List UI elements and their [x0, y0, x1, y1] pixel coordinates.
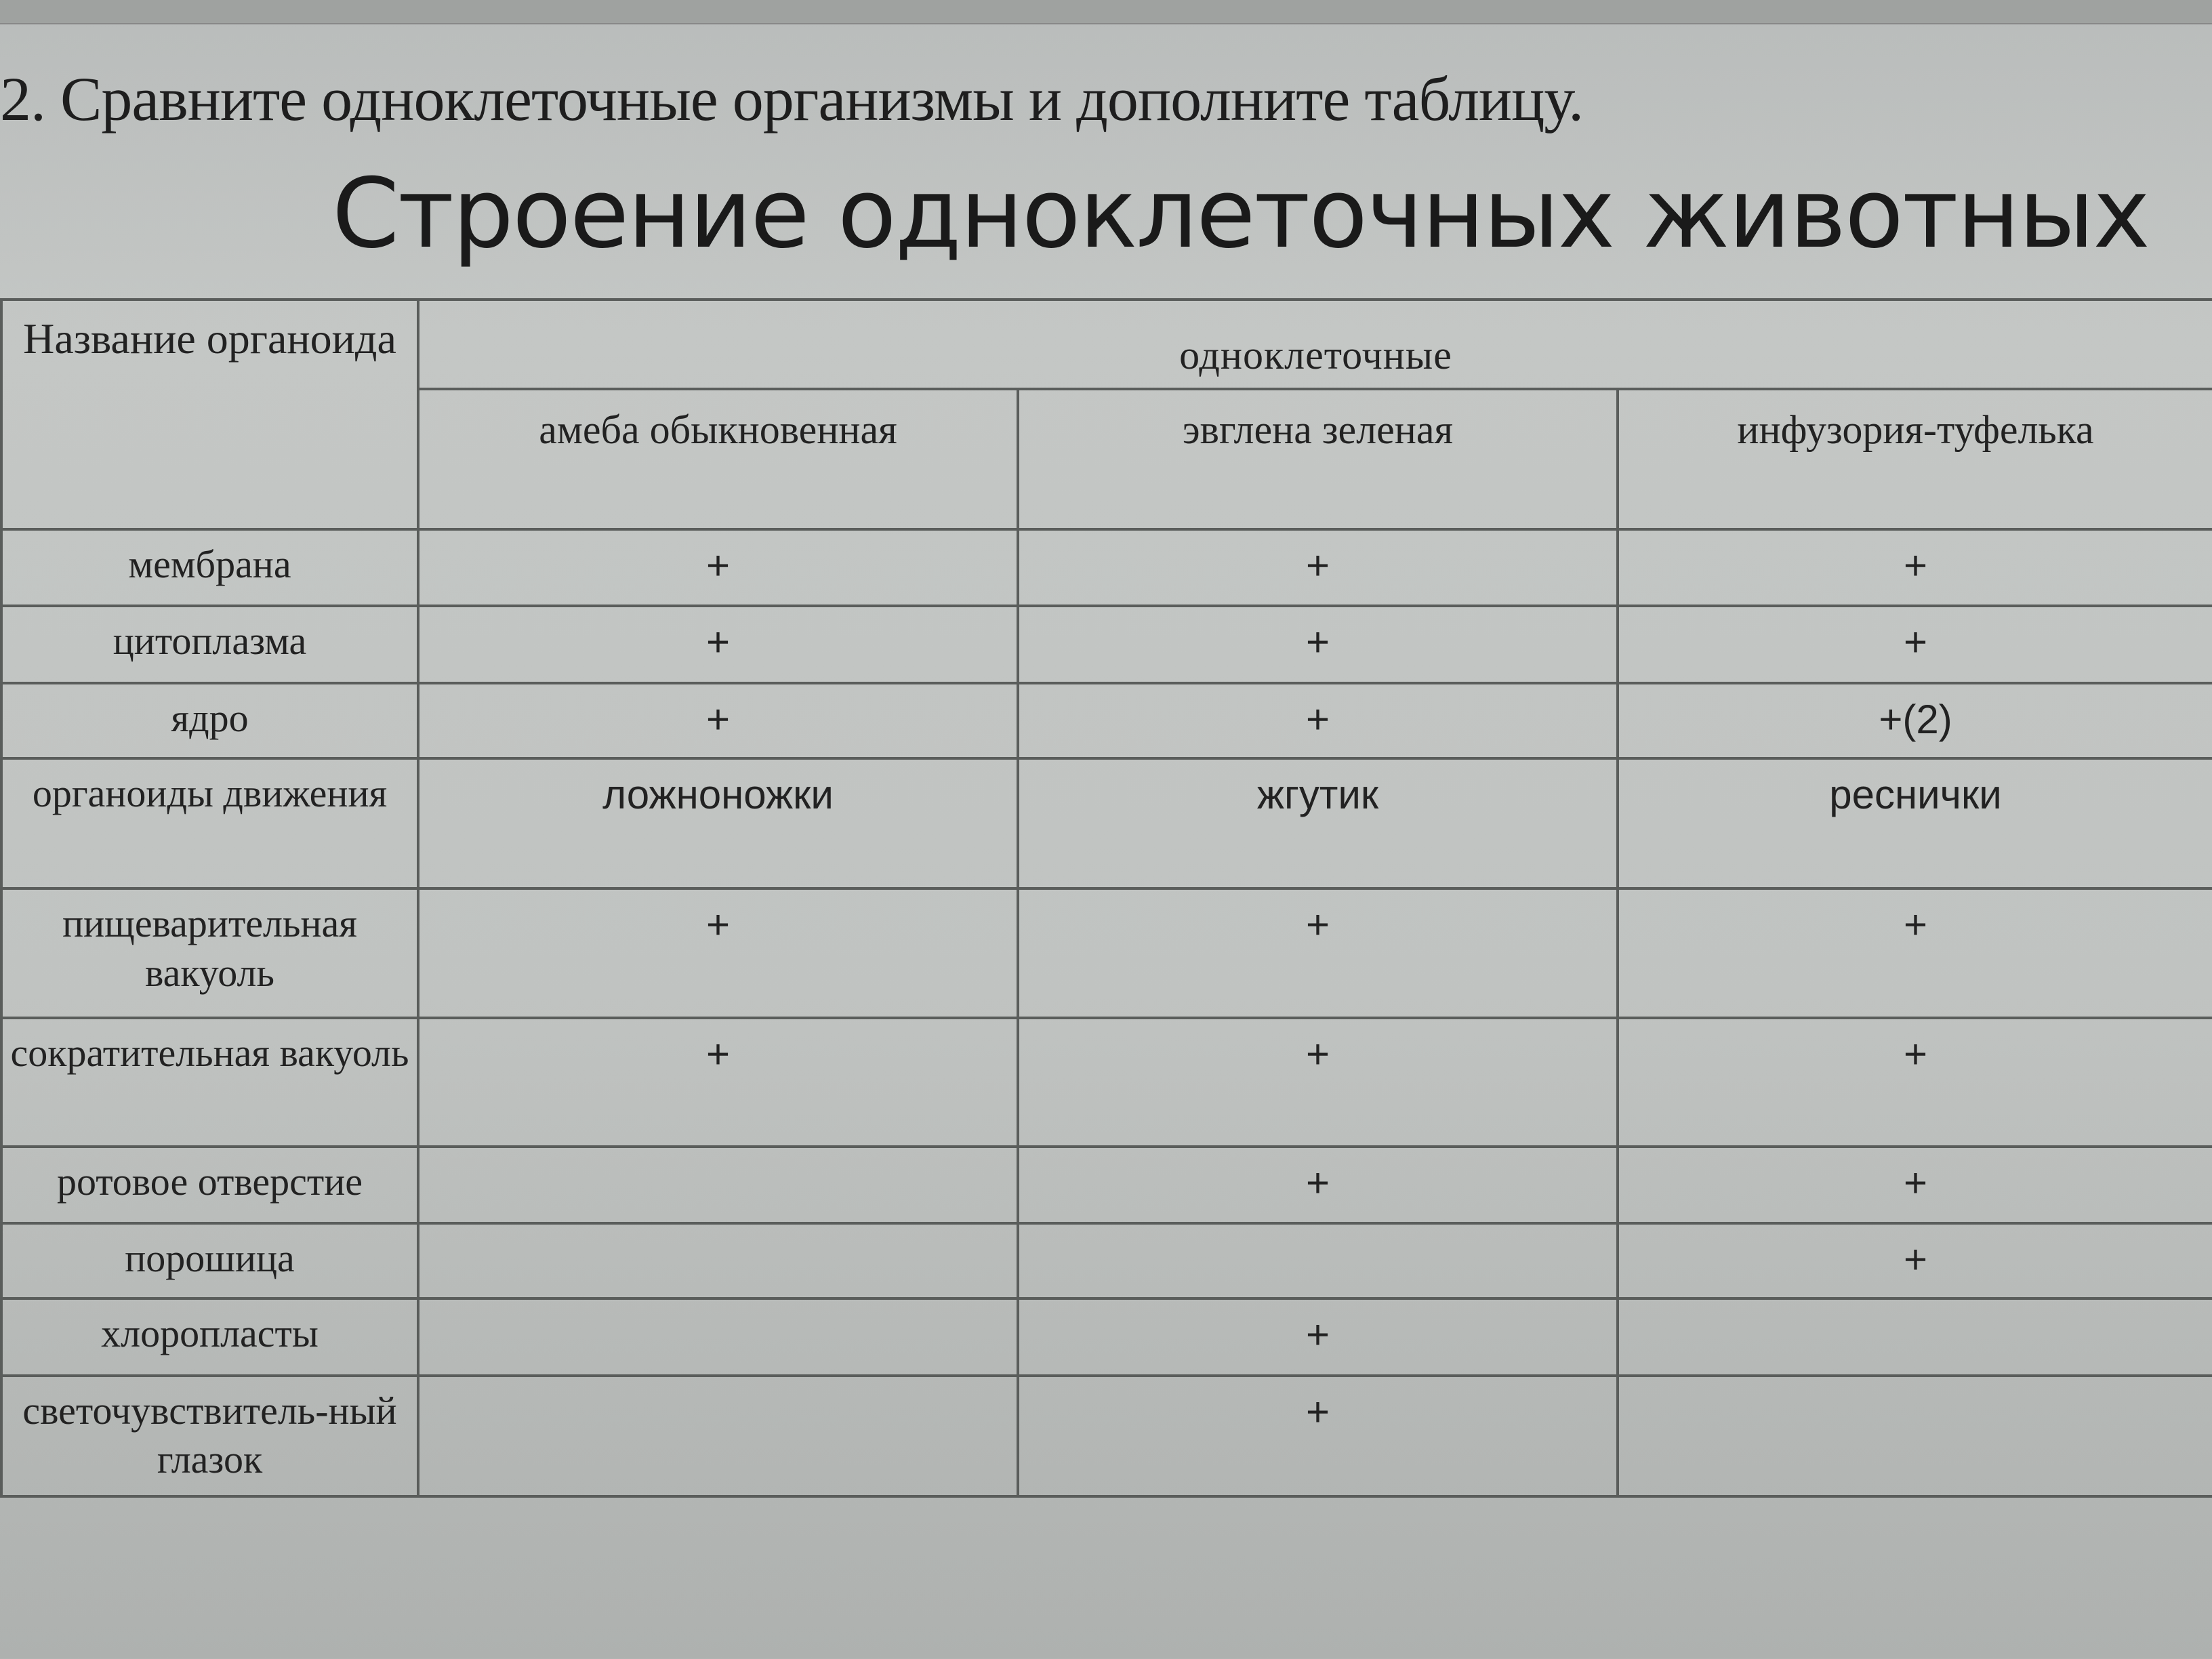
table-header-row [1, 300, 2212, 389]
row-label: органоиды движения [1, 758, 418, 888]
row-label: цитоплазма [1, 606, 418, 682]
table-cell: + [1618, 888, 2212, 1017]
table-row [1, 1376, 2212, 1496]
table-cell: + [1018, 1147, 1618, 1223]
row-label: пищеварительная вакуоль [1, 888, 418, 1017]
table-cell: + [1018, 1376, 1618, 1496]
table-cell [1618, 1298, 2212, 1375]
table-row [1, 1147, 2212, 1223]
table-cell [1618, 1376, 2212, 1496]
row-label: порошица [1, 1223, 418, 1298]
table-cell: + [1018, 683, 1618, 758]
table-cell: +(2) [1618, 683, 2212, 758]
table-cell: + [1618, 1223, 2212, 1298]
table-cell: + [1018, 606, 1618, 682]
organoid-table [0, 298, 2212, 1498]
row-label: хлоропласты [1, 1298, 418, 1375]
row-label: мембрана [1, 529, 418, 606]
table-cell: + [1618, 606, 2212, 682]
table-cell: + [1018, 1298, 1618, 1375]
table-row [1, 683, 2212, 758]
page-title: Строение одноклеточных животных [332, 158, 2149, 270]
row-label: ротовое отверстие [1, 1147, 418, 1223]
table-row [1, 529, 2212, 606]
table-cell: + [1618, 1018, 2212, 1147]
table-cell: + [418, 529, 1018, 606]
table-cell: + [1018, 529, 1618, 606]
table-cell: + [1618, 1147, 2212, 1223]
table-cell [418, 1147, 1018, 1223]
row-label: светочувствитель-ный глазок [1, 1376, 418, 1496]
table-row [1, 1018, 2212, 1147]
table-cell: ложноножки [418, 758, 1018, 888]
table-cell: + [418, 606, 1018, 682]
table-cell [418, 1298, 1018, 1375]
table-row [1, 1298, 2212, 1375]
column-header-euglena: эвглена зеленая [1018, 389, 1618, 529]
table-cell [418, 1223, 1018, 1298]
table-row [1, 758, 2212, 888]
table-cell: + [418, 683, 1018, 758]
table-row [1, 1223, 2212, 1298]
row-label: сократительная вакуоль [1, 1018, 418, 1147]
table-cell: + [1018, 1018, 1618, 1147]
row-label: ядро [1, 683, 418, 758]
table-cell [1018, 1223, 1618, 1298]
table-cell: реснички [1618, 758, 2212, 888]
table-cell: + [1018, 888, 1618, 1017]
table-cell: + [1618, 529, 2212, 606]
table-cell: жгутик [1018, 758, 1618, 888]
unicellular-group-header: одноклеточные [418, 300, 2212, 389]
monitor-top-edge [0, 0, 2212, 24]
table-row [1, 606, 2212, 682]
table-cell [418, 1376, 1018, 1496]
organoid-name-header: Название органоида [1, 300, 418, 529]
column-header-amoeba: амеба обыкновенная [418, 389, 1018, 529]
table-cell: + [418, 1018, 1018, 1147]
column-header-paramecium: инфузория-туфелька [1618, 389, 2212, 529]
table-row [1, 888, 2212, 1017]
task-instruction: 2. Сравните одноклеточные организмы и дополните таблицу. [0, 64, 1584, 134]
table-cell: + [418, 888, 1018, 1017]
